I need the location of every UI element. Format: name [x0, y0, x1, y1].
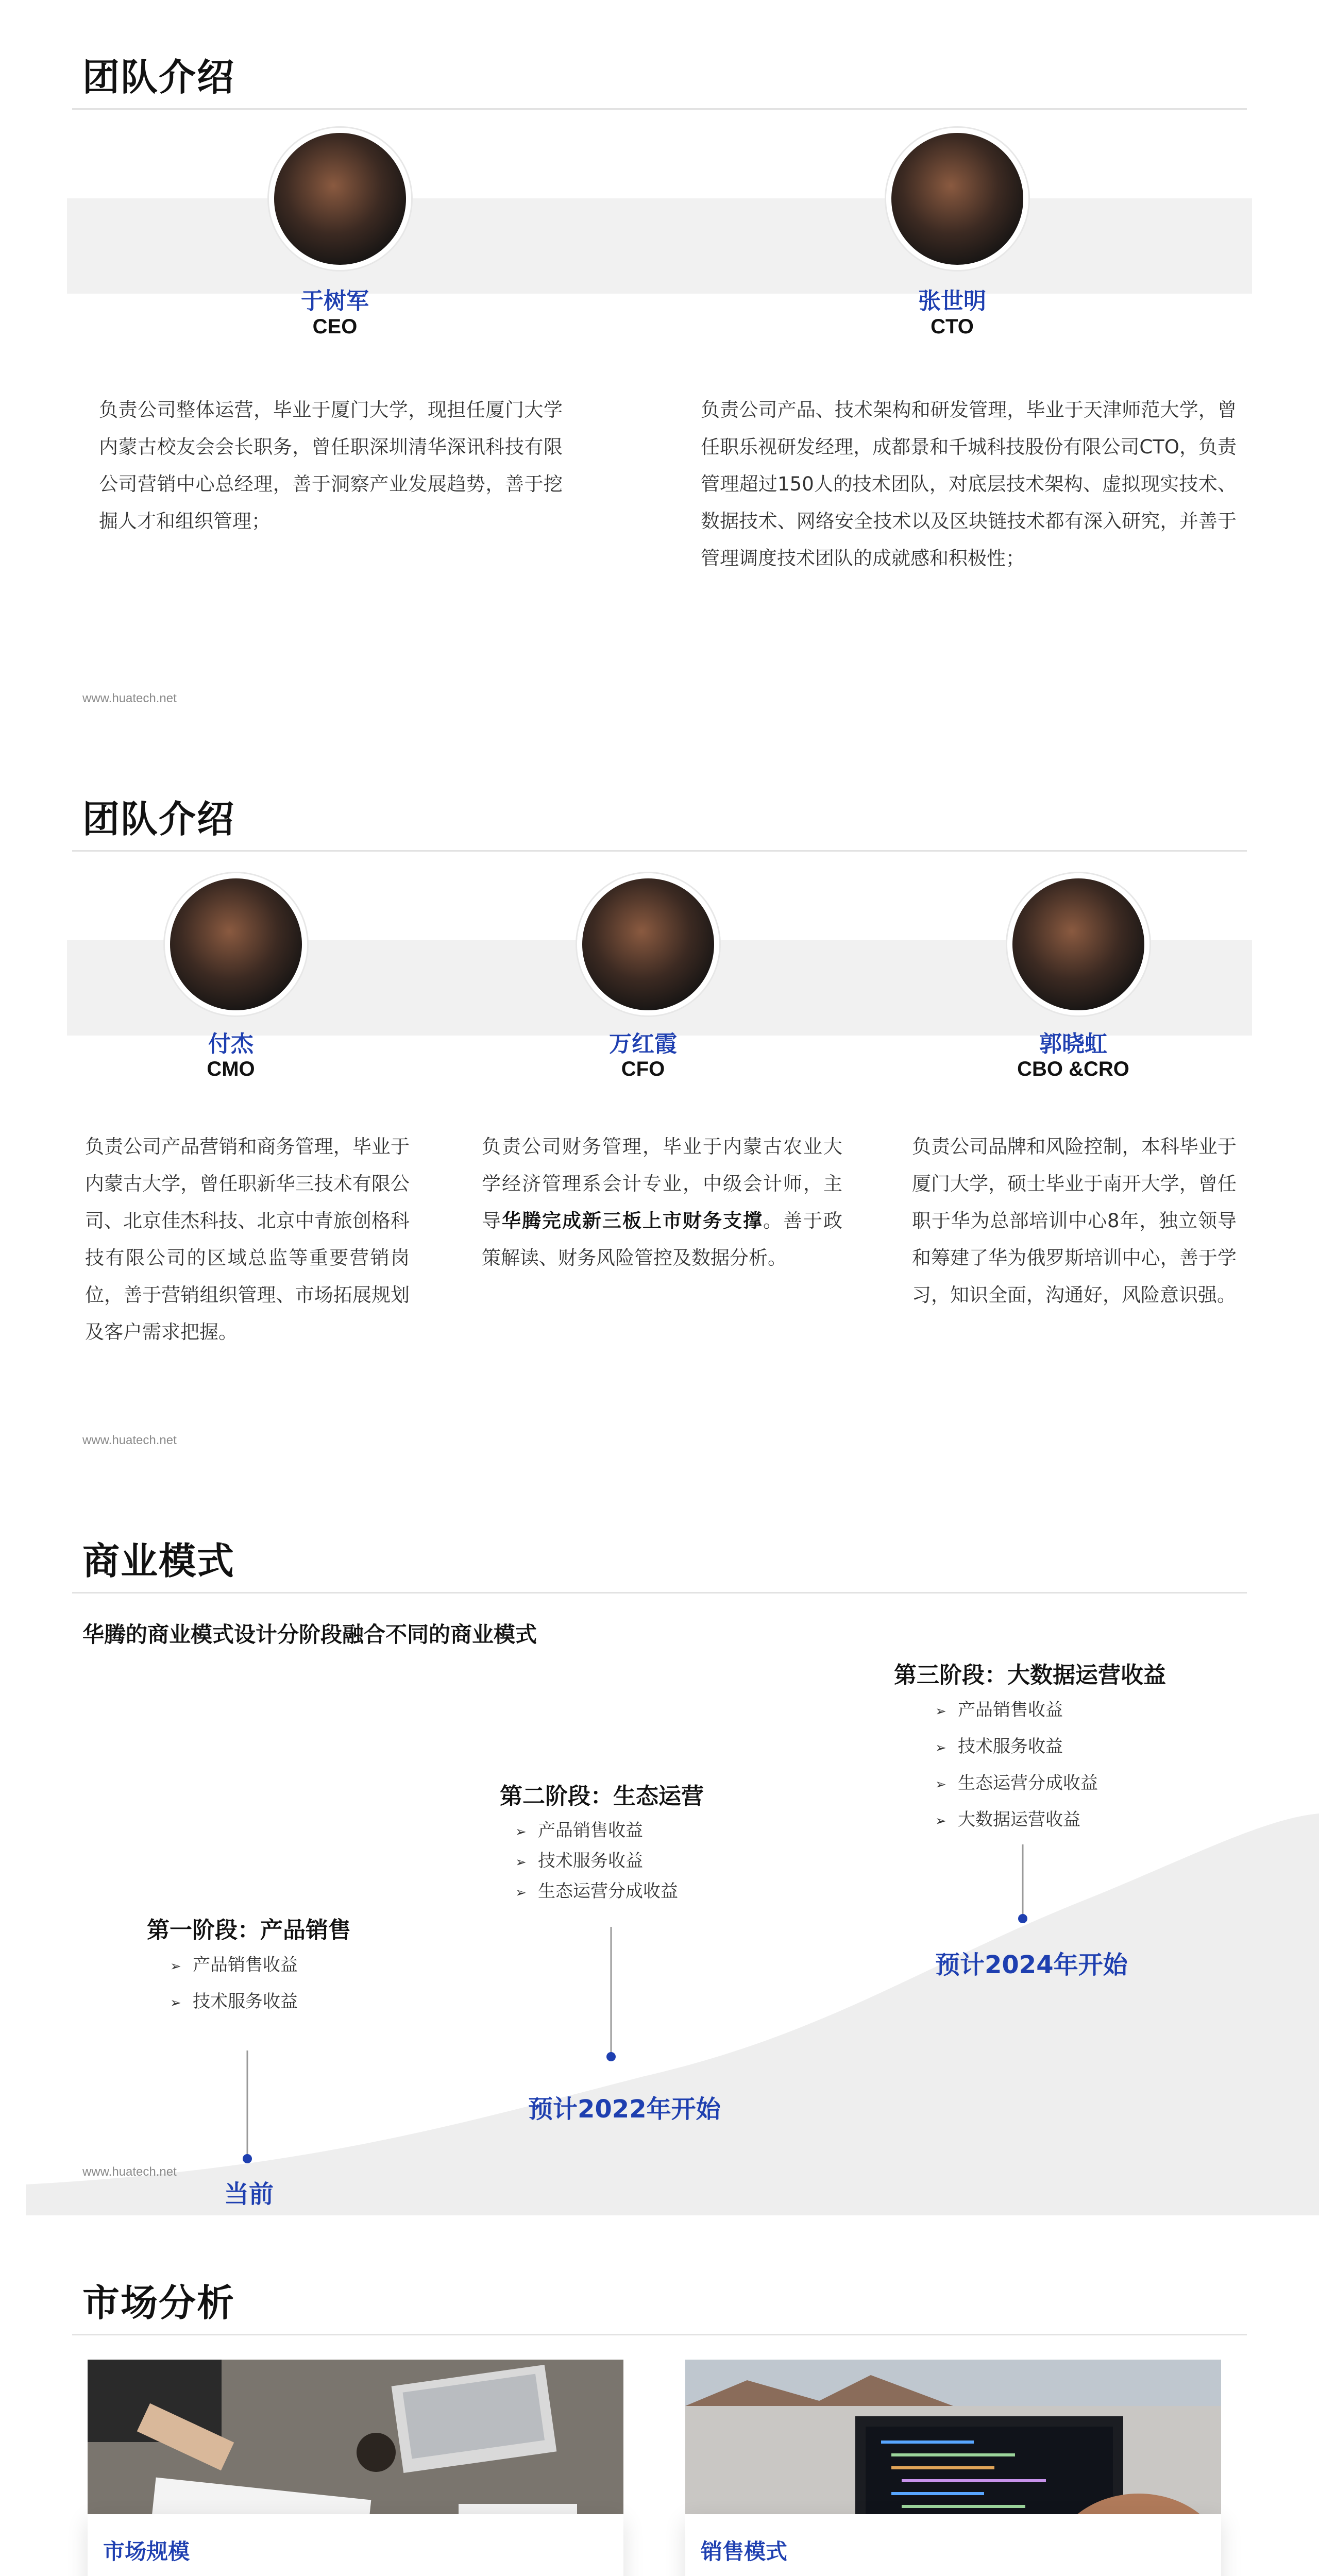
person-role: CMO — [207, 1058, 255, 1080]
list-item-label: 产品销售收益 — [193, 1955, 298, 1975]
arrow-bullet-icon: ➢ — [935, 1740, 946, 1756]
arrow-bullet-icon: ➢ — [935, 1777, 946, 1792]
desc-bold-text: 华腾完成新三板上市财务支撑 — [502, 1210, 763, 1232]
stage-title: 第二阶段：生态运营 — [500, 1783, 704, 1809]
person-description: 负责公司产品、技术架构和研发管理，毕业于天津师范大学，曾任职乐视研发经理，成都景和千城科技股份有限公司CTO，负责管理超过150人的技术团队，对底层技术架构、虚拟现实技术、数据技术、网络安全技术以及区块链技术都有深入研究，并善于管理调度技术团队的成就感和积极性； — [701, 399, 1237, 569]
slide-title: 商业模式 — [82, 1539, 235, 1583]
slide-title: 团队介绍 — [82, 798, 235, 841]
stage-title: 第三阶段：大数据运营收益 — [894, 1662, 1166, 1688]
person-role: CBO &CRO — [1017, 1058, 1129, 1080]
stage-timeline-label: 预计2022年开始 — [528, 2095, 721, 2124]
slide-title: 团队介绍 — [82, 56, 235, 99]
person-name: 万红霞 — [609, 1031, 677, 1057]
list-item — [170, 1947, 298, 1984]
desc-text: 负责公司财务管理，毕业于内蒙古农业大学经济管理系会计专业，中级会计师，主导 — [482, 1136, 842, 1232]
stage-item-list — [170, 1947, 298, 2021]
list-item-label: 产品销售收益 — [958, 1700, 1063, 1720]
stage-timeline-label: 预计2024年开始 — [935, 1951, 1128, 1979]
list-item — [170, 1984, 298, 2021]
card-heading: 市场规模 — [103, 2539, 190, 2564]
sales-model-card — [685, 2514, 1221, 2576]
person-description — [482, 1128, 842, 1277]
slide-market-analysis — [0, 2226, 1319, 2576]
person-role: CEO — [312, 315, 358, 338]
arrow-bullet-icon: ➢ — [935, 1814, 946, 1829]
stage-title: 第一阶段：产品销售 — [147, 1917, 351, 1943]
avatar-cbo — [1007, 873, 1149, 1015]
person-description: 负责公司产品营销和商务管理，毕业于内蒙古大学，曾任职新华三技术有限公司、北京佳杰科技、北京中青旅创格科技有限公司的区域总监等重要营销岗位，善于营销组织管理、市场拓展规划及客户需求把握。 — [85, 1136, 410, 1343]
slide-team-2 — [0, 742, 1319, 1484]
footer-url: www.huatech.net — [82, 691, 177, 705]
arrow-bullet-icon: ➢ — [170, 1995, 181, 2011]
list-item-label: 大数据运营收益 — [958, 1809, 1080, 1830]
list-item — [935, 1692, 1098, 1729]
slide-title: 市场分析 — [82, 2281, 235, 2325]
title-divider — [72, 850, 1247, 852]
person-role: CFO — [621, 1058, 665, 1080]
person-name: 郭晓虹 — [1039, 1031, 1107, 1057]
person-description: 负责公司整体运营，毕业于厦门大学，现担任厦门大学内蒙古校友会会长职务，曾任职深圳清华深讯科技有限公司营销中心总经理，善于洞察产业发展趋势，善于挖掘人才和组织管理； — [99, 399, 563, 532]
market-size-card — [88, 2514, 623, 2576]
arrow-bullet-icon: ➢ — [935, 1704, 946, 1719]
list-item — [515, 1846, 678, 1877]
arrow-bullet-icon: ➢ — [515, 1885, 527, 1901]
footer-url: www.huatech.net — [82, 1433, 177, 1447]
person-name: 张世明 — [918, 288, 986, 314]
list-item — [935, 1802, 1098, 1839]
arrow-bullet-icon: ➢ — [515, 1824, 527, 1840]
list-item — [515, 1877, 678, 1907]
slide-subtitle: 华腾的商业模式设计分阶段融合不同的商业模式 — [82, 1622, 537, 1647]
stage-timeline-label: 当前 — [224, 2180, 274, 2209]
person-role: CTO — [931, 315, 974, 338]
list-item-label: 技术服务收益 — [958, 1736, 1063, 1757]
slide-business-model — [0, 1484, 1319, 2226]
stage-item-list — [935, 1692, 1098, 1839]
slide-team-1 — [0, 0, 1319, 742]
list-item-label: 产品销售收益 — [538, 1820, 643, 1841]
stage-item-list — [515, 1816, 678, 1907]
title-divider — [72, 2334, 1247, 2335]
person-name: 付杰 — [208, 1031, 253, 1057]
avatar-ceo — [269, 128, 411, 270]
list-item-label: 技术服务收益 — [193, 1991, 298, 2012]
list-item-label: 技术服务收益 — [538, 1851, 643, 1871]
profile-band — [67, 198, 1252, 294]
title-divider — [72, 108, 1247, 110]
list-item — [935, 1766, 1098, 1802]
list-item — [515, 1816, 678, 1846]
list-item-label: 生态运营分成收益 — [538, 1881, 678, 1902]
footer-url: www.huatech.net — [82, 2165, 177, 2179]
list-item — [935, 1729, 1098, 1766]
card-heading: 销售模式 — [701, 2539, 788, 2564]
avatar-cmo — [165, 873, 307, 1015]
person-description: 负责公司品牌和风险控制，本科毕业于厦门大学，硕士毕业于南开大学，曾任职于华为总部培训中心8年，独立领导和筹建了华为俄罗斯培训中心，善于学习，知识全面，沟通好，风险意识强。 — [912, 1136, 1237, 1306]
list-item-label: 生态运营分成收益 — [958, 1773, 1098, 1793]
avatar-cfo — [577, 873, 719, 1015]
person-name: 于树军 — [301, 288, 369, 314]
desc-text: 。善于政策解读、财务风险管控及数据分析。 — [482, 1210, 842, 1269]
arrow-bullet-icon: ➢ — [170, 1959, 181, 1974]
arrow-bullet-icon: ➢ — [515, 1855, 527, 1870]
avatar-cto — [886, 128, 1028, 270]
